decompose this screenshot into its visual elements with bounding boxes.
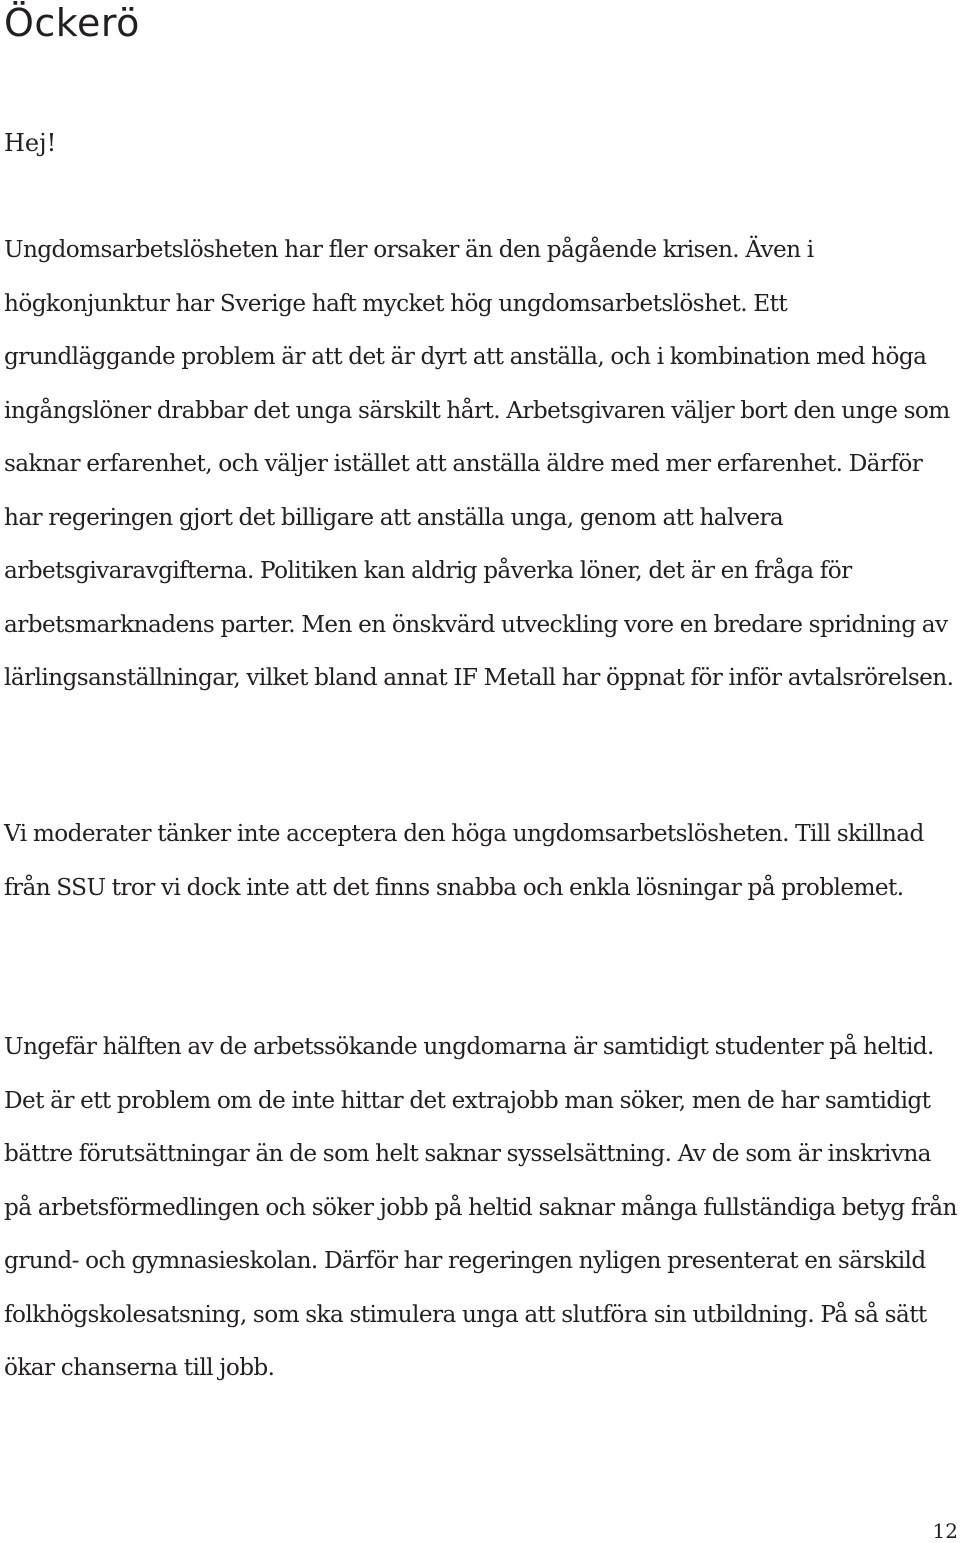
page-number: 12 bbox=[932, 1519, 958, 1543]
greeting: Hej! bbox=[4, 129, 57, 157]
paragraph-2: Vi moderater tänker inte acceptera den höga ungdomsarbetslösheten. Till skillnad från SSU tror vi dock inte att det finns snabba och enkla lösningar på problemet. bbox=[4, 820, 924, 901]
page-title: Öckerö bbox=[4, 1, 140, 45]
paragraph-3: Ungefär hälften av de arbetssökande ungdomarna är samtidigt studenter på heltid. Det är ett problem om de inte hittar det extrajobb man söker, men de har samtidigt bättre förutsättningar än de som helt saknar sysselsättning. Av de som är inskrivna på arbetsförmedlingen och söker jobb på heltid saknar många fullständiga betyg från grund- och gymnasieskolan. Därför har regeringen nyligen presenterat en särskild folkhögskolesatsning, som ska stimulera unga att slutföra sin utbildning. På så sätt ökar chanserna till jobb. bbox=[4, 1033, 957, 1381]
paragraph-1: Ungdomsarbetslösheten har fler orsaker än den pågående krisen. Även i högkonjunktur har Sverige haft mycket hög ungdomsarbetslöshet. Ett grundläggande problem är att det är dyrt att anställa, och i kombination med höga ingångslöner drabbar det unga särskilt hårt. Arbetsgivaren väljer bort den unge som saknar erfarenhet, och väljer istället att anställa äldre med mer erfarenhet. Därför har regeringen gjort det billigare att anställa unga, genom att halvera arbetsgivaravgifterna. Politiken kan aldrig påverka löner, det är en fråga för arbetsmarknadens parter. Men en önskvärd utveckling vore en bredare spridning av lärlingsanställningar, vilket bland annat IF Metall har öppnat för inför avtalsrörelsen. bbox=[4, 236, 954, 691]
